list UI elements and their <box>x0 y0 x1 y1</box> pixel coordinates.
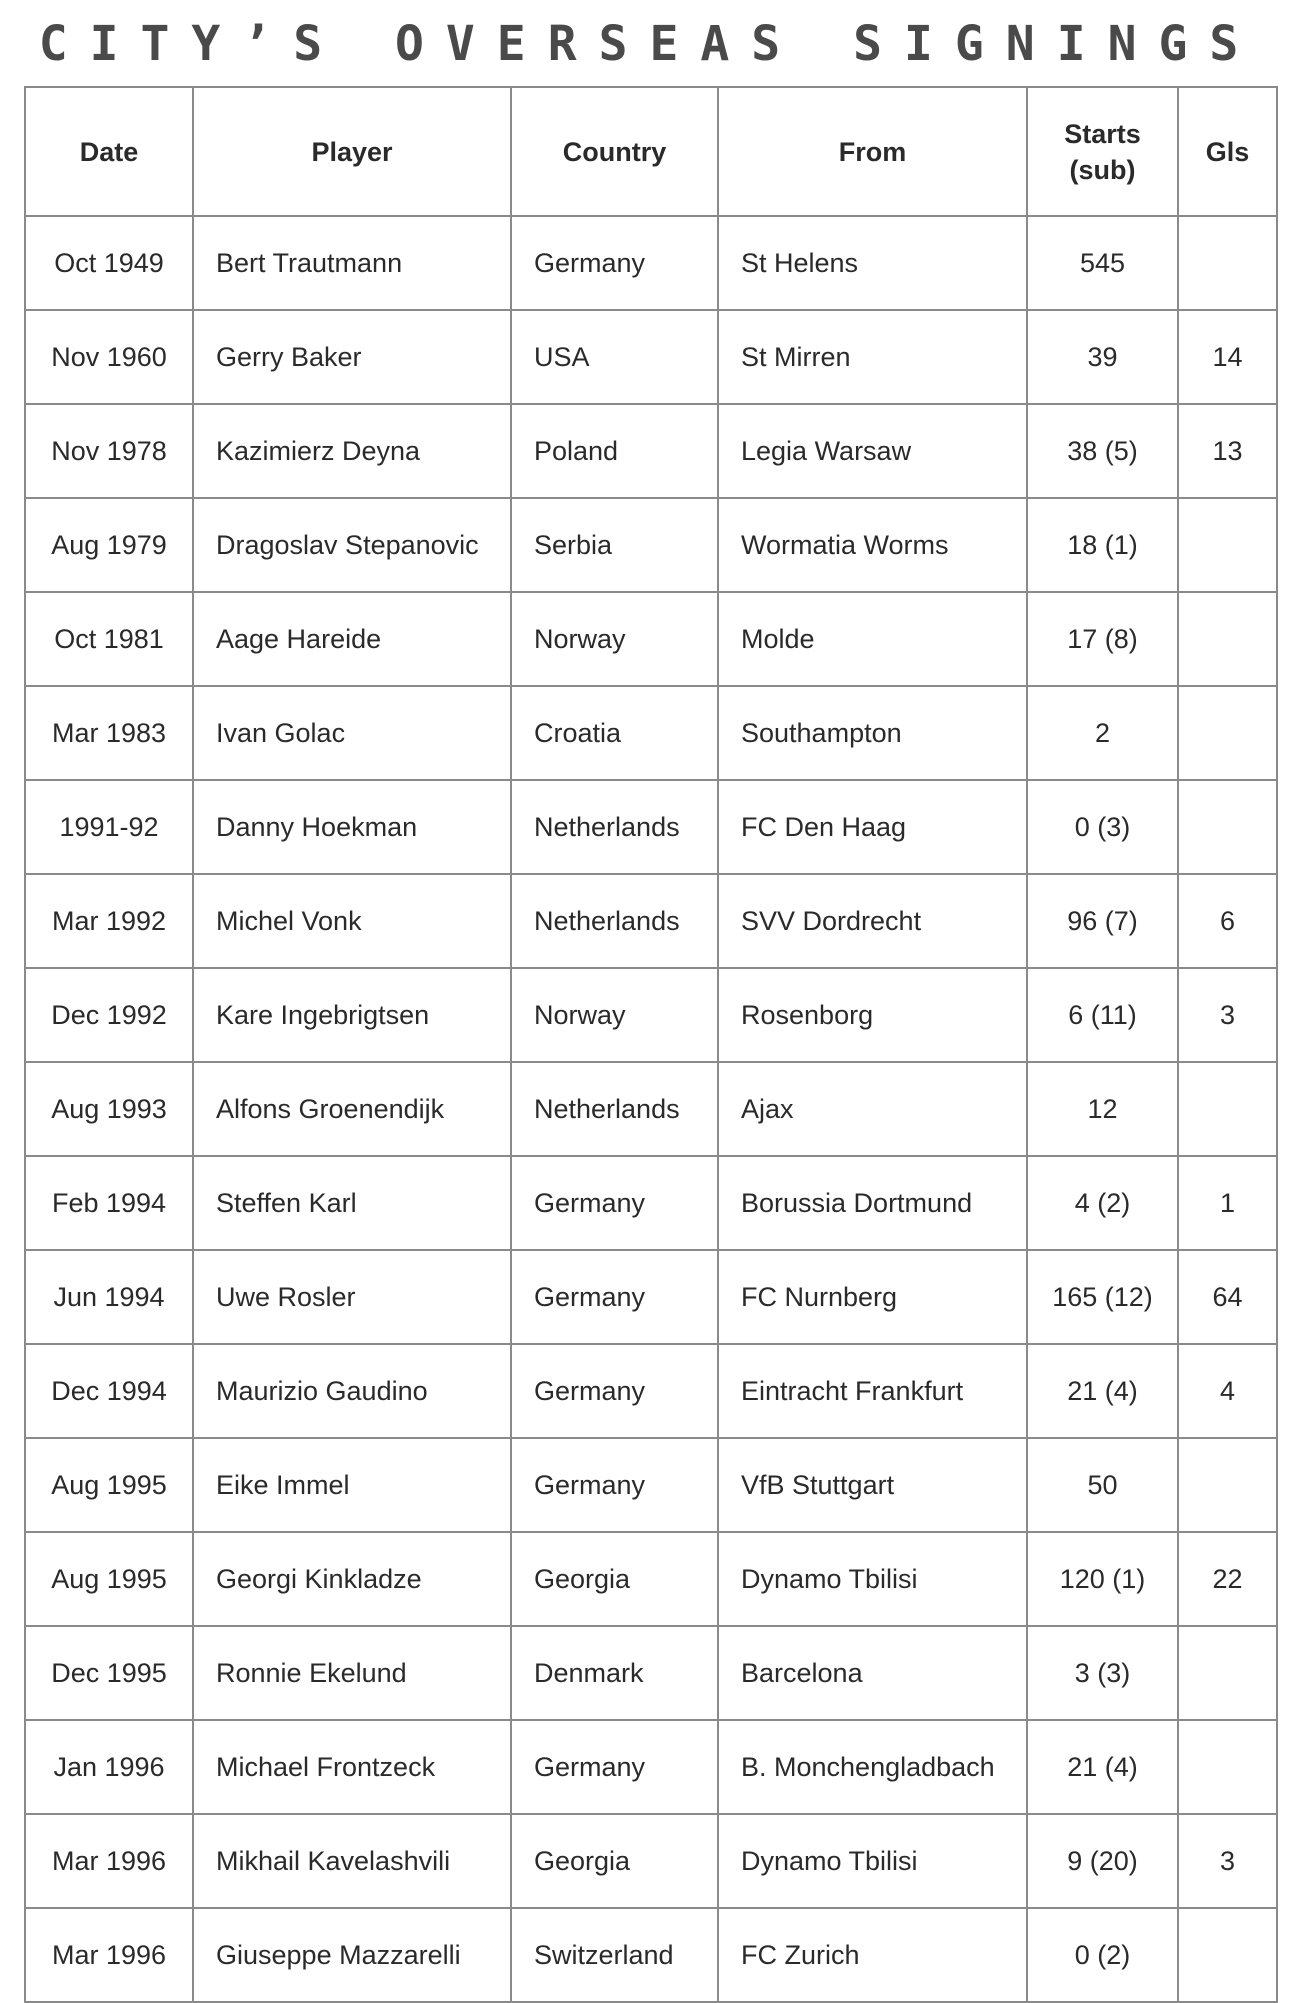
from-cell: Barcelona <box>718 1626 1027 1720</box>
signings-table <box>24 86 1278 2003</box>
column-header-starts: Starts (sub) <box>1027 87 1178 216</box>
player-cell: Dragoslav Stepanovic <box>193 498 511 592</box>
from-cell: FC Den Haag <box>718 780 1027 874</box>
column-header-from: From <box>718 87 1027 216</box>
goals-cell: 14 <box>1178 310 1277 404</box>
player-cell: Uwe Rosler <box>193 1250 511 1344</box>
goals-cell <box>1178 498 1277 592</box>
player-cell: Alfons Groenendijk <box>193 1062 511 1156</box>
date-cell: Nov 1960 <box>25 310 193 404</box>
from-cell: Southampton <box>718 686 1027 780</box>
starts-cell: 0 (3) <box>1027 780 1178 874</box>
from-cell: Dynamo Tbilisi <box>718 1814 1027 1908</box>
starts-cell: 120 (1) <box>1027 1532 1178 1626</box>
player-cell: Mikhail Kavelashvili <box>193 1814 511 1908</box>
goals-cell: 3 <box>1178 968 1277 1062</box>
country-cell: Germany <box>511 1344 718 1438</box>
page-title: CITY’S OVERSEAS SIGNINGS <box>38 16 1261 72</box>
from-cell: Dynamo Tbilisi <box>718 1532 1027 1626</box>
player-cell: Michel Vonk <box>193 874 511 968</box>
table-row <box>25 1626 1277 1720</box>
from-cell: Wormatia Worms <box>718 498 1027 592</box>
date-cell: Aug 1979 <box>25 498 193 592</box>
from-cell: Eintracht Frankfurt <box>718 1344 1027 1438</box>
starts-cell: 0 (2) <box>1027 1908 1178 2002</box>
country-cell: Netherlands <box>511 1062 718 1156</box>
from-cell: FC Zurich <box>718 1908 1027 2002</box>
goals-cell <box>1178 1720 1277 1814</box>
country-cell: Switzerland <box>511 1908 718 2002</box>
starts-cell: 21 (4) <box>1027 1344 1178 1438</box>
date-cell: Aug 1995 <box>25 1438 193 1532</box>
goals-cell <box>1178 1062 1277 1156</box>
table-row <box>25 592 1277 686</box>
from-cell: Borussia Dortmund <box>718 1156 1027 1250</box>
table-row <box>25 310 1277 404</box>
country-cell: Georgia <box>511 1532 718 1626</box>
date-cell: Oct 1949 <box>25 216 193 310</box>
player-cell: Kazimierz Deyna <box>193 404 511 498</box>
starts-cell: 3 (3) <box>1027 1626 1178 1720</box>
player-cell: Ivan Golac <box>193 686 511 780</box>
goals-cell <box>1178 216 1277 310</box>
table-row <box>25 216 1277 310</box>
table-row <box>25 1344 1277 1438</box>
country-cell: Germany <box>511 1250 718 1344</box>
goals-cell <box>1178 780 1277 874</box>
goals-cell: 64 <box>1178 1250 1277 1344</box>
country-cell: Netherlands <box>511 874 718 968</box>
goals-cell: 13 <box>1178 404 1277 498</box>
player-cell: Maurizio Gaudino <box>193 1344 511 1438</box>
from-cell: Ajax <box>718 1062 1027 1156</box>
date-cell: Mar 1992 <box>25 874 193 968</box>
table-row <box>25 1062 1277 1156</box>
column-header-player: Player <box>193 87 511 216</box>
goals-cell: 4 <box>1178 1344 1277 1438</box>
starts-cell: 9 (20) <box>1027 1814 1178 1908</box>
table-row <box>25 1908 1277 2002</box>
table-row <box>25 874 1277 968</box>
date-cell: 1991-92 <box>25 780 193 874</box>
date-cell: Jun 1994 <box>25 1250 193 1344</box>
country-cell: Norway <box>511 968 718 1062</box>
column-header-date: Date <box>25 87 193 216</box>
table-row <box>25 1814 1277 1908</box>
table-row <box>25 1156 1277 1250</box>
player-cell: Bert Trautmann <box>193 216 511 310</box>
goals-cell <box>1178 1438 1277 1532</box>
starts-cell: 12 <box>1027 1062 1178 1156</box>
date-cell: Aug 1993 <box>25 1062 193 1156</box>
country-cell: Denmark <box>511 1626 718 1720</box>
starts-cell: 165 (12) <box>1027 1250 1178 1344</box>
starts-cell: 96 (7) <box>1027 874 1178 968</box>
country-cell: Germany <box>511 1438 718 1532</box>
player-cell: Steffen Karl <box>193 1156 511 1250</box>
table-row <box>25 1250 1277 1344</box>
from-cell: Molde <box>718 592 1027 686</box>
from-cell: St Mirren <box>718 310 1027 404</box>
player-cell: Eike Immel <box>193 1438 511 1532</box>
table-row <box>25 968 1277 1062</box>
country-cell: Croatia <box>511 686 718 780</box>
date-cell: Jan 1996 <box>25 1720 193 1814</box>
from-cell: VfB Stuttgart <box>718 1438 1027 1532</box>
player-cell: Danny Hoekman <box>193 780 511 874</box>
country-cell: Poland <box>511 404 718 498</box>
goals-cell: 22 <box>1178 1532 1277 1626</box>
starts-cell: 545 <box>1027 216 1178 310</box>
player-cell: Georgi Kinkladze <box>193 1532 511 1626</box>
table-row <box>25 1720 1277 1814</box>
goals-cell <box>1178 1908 1277 2002</box>
country-cell: Germany <box>511 1720 718 1814</box>
date-cell: Mar 1996 <box>25 1814 193 1908</box>
from-cell: B. Monchengladbach <box>718 1720 1027 1814</box>
goals-cell <box>1178 1626 1277 1720</box>
table-row <box>25 780 1277 874</box>
table-row <box>25 404 1277 498</box>
starts-cell: 39 <box>1027 310 1178 404</box>
date-cell: Dec 1995 <box>25 1626 193 1720</box>
starts-cell: 6 (11) <box>1027 968 1178 1062</box>
date-cell: Dec 1994 <box>25 1344 193 1438</box>
player-cell: Giuseppe Mazzarelli <box>193 1908 511 2002</box>
header-row <box>25 87 1277 216</box>
player-cell: Aage Hareide <box>193 592 511 686</box>
table-body <box>25 216 1277 2002</box>
starts-cell: 38 (5) <box>1027 404 1178 498</box>
player-cell: Gerry Baker <box>193 310 511 404</box>
starts-cell: 50 <box>1027 1438 1178 1532</box>
column-header-country: Country <box>511 87 718 216</box>
starts-cell: 2 <box>1027 686 1178 780</box>
from-cell: Legia Warsaw <box>718 404 1027 498</box>
from-cell: SVV Dordrecht <box>718 874 1027 968</box>
table-row <box>25 1532 1277 1626</box>
date-cell: Feb 1994 <box>25 1156 193 1250</box>
date-cell: Dec 1992 <box>25 968 193 1062</box>
player-cell: Michael Frontzeck <box>193 1720 511 1814</box>
country-cell: USA <box>511 310 718 404</box>
country-cell: Germany <box>511 216 718 310</box>
goals-cell <box>1178 686 1277 780</box>
country-cell: Germany <box>511 1156 718 1250</box>
starts-cell: 4 (2) <box>1027 1156 1178 1250</box>
goals-cell: 1 <box>1178 1156 1277 1250</box>
date-cell: Oct 1981 <box>25 592 193 686</box>
starts-cell: 18 (1) <box>1027 498 1178 592</box>
date-cell: Aug 1995 <box>25 1532 193 1626</box>
table-row <box>25 498 1277 592</box>
date-cell: Nov 1978 <box>25 404 193 498</box>
table-row <box>25 1438 1277 1532</box>
from-cell: St Helens <box>718 216 1027 310</box>
from-cell: FC Nurnberg <box>718 1250 1027 1344</box>
country-cell: Serbia <box>511 498 718 592</box>
country-cell: Norway <box>511 592 718 686</box>
player-cell: Ronnie Ekelund <box>193 1626 511 1720</box>
goals-cell: 6 <box>1178 874 1277 968</box>
starts-cell: 17 (8) <box>1027 592 1178 686</box>
column-header-goals: Gls <box>1178 87 1277 216</box>
from-cell: Rosenborg <box>718 968 1027 1062</box>
date-cell: Mar 1996 <box>25 1908 193 2002</box>
player-cell: Kare Ingebrigtsen <box>193 968 511 1062</box>
goals-cell: 3 <box>1178 1814 1277 1908</box>
date-cell: Mar 1983 <box>25 686 193 780</box>
country-cell: Georgia <box>511 1814 718 1908</box>
starts-cell: 21 (4) <box>1027 1720 1178 1814</box>
table-row <box>25 686 1277 780</box>
country-cell: Netherlands <box>511 780 718 874</box>
goals-cell <box>1178 592 1277 686</box>
